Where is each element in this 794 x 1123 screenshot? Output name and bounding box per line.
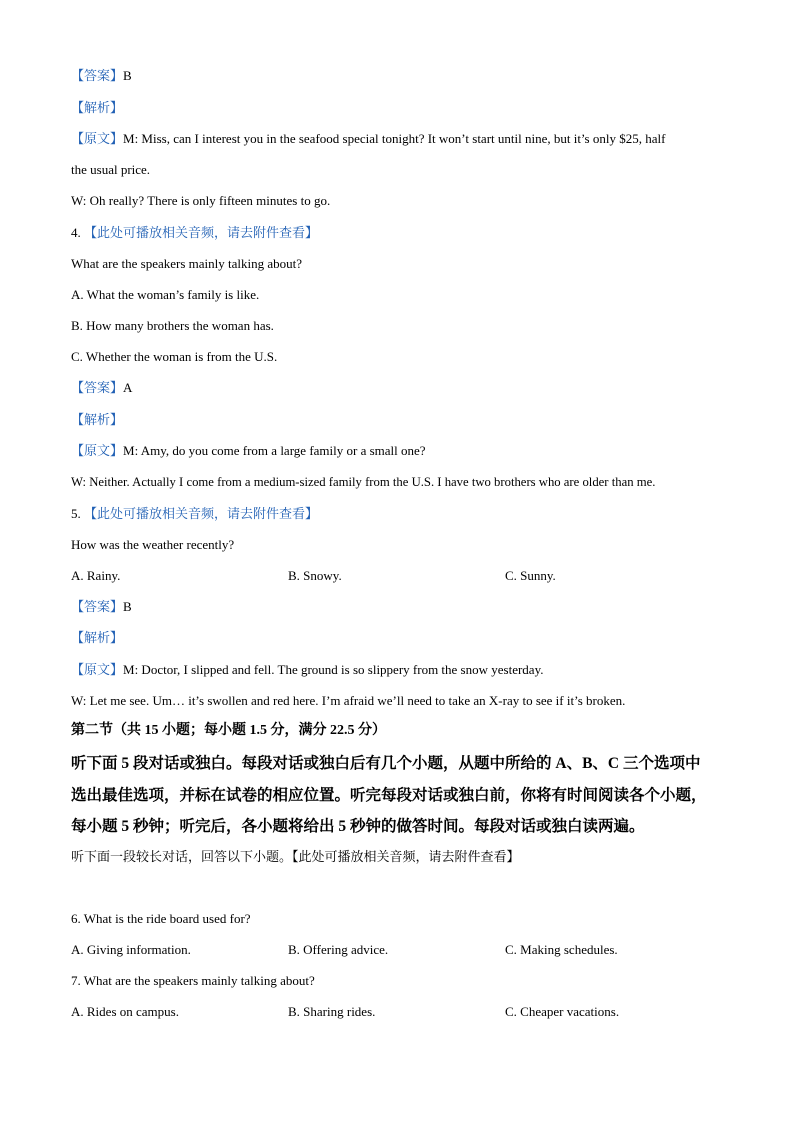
q4-transcript-line-1	[71, 443, 426, 459]
q4-option-c: C. Whether the woman is from the U.S.	[71, 349, 278, 364]
q3-analysis-line	[71, 100, 123, 116]
q5-transcript-line-2: W: Let me see. Um… it’s swollen and red here. I’m afraid we’ll need to take an X-ray to see if it’s broken.	[71, 693, 626, 708]
q7-option-c: C. Cheaper vacations.	[505, 1004, 620, 1019]
audio-link[interactable]: 【此处可播放相关音频，请去附件查看】	[84, 506, 319, 521]
answer-tag: 【答案】	[71, 380, 124, 395]
q5-option-a: A. Rainy.	[71, 568, 121, 583]
q4-transcript-line-2: W: Neither. Actually I come from a medium-sized family from the U.S. I have two brothers who are older than me.	[71, 475, 656, 489]
q3-transcript-line-3: W: Oh really? There is only fifteen minutes to go.	[71, 193, 331, 208]
q5-header	[71, 506, 318, 522]
q6-option-c: C. Making schedules.	[505, 942, 618, 957]
q6-option-a: A. Giving information.	[71, 942, 191, 957]
transcript-tag: 【原文】	[71, 662, 124, 677]
section-instructions-1: 听下面 5 段对话或独白。每段对话或独白后有几个小题，从题中所给的 A、B、C 三个选项中	[71, 755, 701, 772]
q4-analysis-line	[71, 412, 123, 428]
q4-option-a: A. What the woman’s family is like.	[71, 287, 260, 302]
section-instructions-2: 选出最佳选项，并标在试卷的相应位置。听完每段对话或独白前，你将有时间阅读各个小题，	[71, 787, 707, 804]
q6-options	[71, 942, 771, 958]
section-heading: 第二节（共 15 小题；每小题 1.5 分，满分 22.5 分）	[71, 723, 386, 738]
q4-question: What are the speakers mainly talking about?	[71, 256, 303, 271]
listen-instruction: 听下面一段较长对话，回答以下小题。【此处可播放相关音频，请去附件查看】	[71, 849, 520, 864]
answer-value: A	[123, 380, 133, 395]
answer-tag: 【答案】	[71, 68, 124, 83]
answer-tag: 【答案】	[71, 599, 124, 614]
question-number: 4.	[71, 225, 81, 240]
q5-option-c: C. Sunny.	[505, 568, 556, 583]
transcript-text: M: Miss, can I interest you in the seafood special tonight? It won’t start until nine, but it’s only $25, half	[123, 131, 666, 146]
transcript-tag: 【原文】	[71, 131, 124, 146]
q6-question: 6. What is the ride board used for?	[71, 911, 251, 926]
q3-transcript-line-2: the usual price.	[71, 162, 151, 177]
analysis-tag: 【解析】	[71, 412, 124, 427]
analysis-tag: 【解析】	[71, 100, 124, 115]
q6-option-b: B. Offering advice.	[288, 942, 389, 957]
audio-link[interactable]: 【此处可播放相关音频，请去附件查看】	[84, 225, 319, 240]
q7-option-a: A. Rides on campus.	[71, 1004, 179, 1019]
q7-question: 7. What are the speakers mainly talking about?	[71, 973, 315, 988]
q5-option-b: B. Snowy.	[288, 568, 342, 583]
transcript-tag: 【原文】	[71, 443, 124, 458]
q5-answer-line	[71, 599, 132, 615]
transcript-text: M: Doctor, I slipped and fell. The ground is so slippery from the snow yesterday.	[123, 662, 544, 677]
q3-transcript-line-1	[71, 131, 665, 147]
q5-question: How was the weather recently?	[71, 537, 235, 552]
answer-value: B	[123, 599, 132, 614]
q7-options	[71, 1004, 771, 1020]
section-instructions-3: 每小题 5 秒钟；听完后，各小题将给出 5 秒钟的做答时间。每段对话或独白读两遍。	[71, 818, 645, 835]
q4-header	[71, 225, 318, 241]
q3-answer-line	[71, 68, 132, 84]
q4-answer-line	[71, 380, 132, 396]
q5-options	[71, 568, 771, 584]
q5-analysis-line	[71, 630, 123, 646]
q4-option-b: B. How many brothers the woman has.	[71, 318, 274, 333]
transcript-text: M: Amy, do you come from a large family or a small one?	[123, 443, 426, 458]
q5-transcript-line-1	[71, 662, 543, 678]
question-number: 5.	[71, 506, 81, 521]
answer-value: B	[123, 68, 132, 83]
analysis-tag: 【解析】	[71, 630, 124, 645]
q7-option-b: B. Sharing rides.	[288, 1004, 376, 1019]
